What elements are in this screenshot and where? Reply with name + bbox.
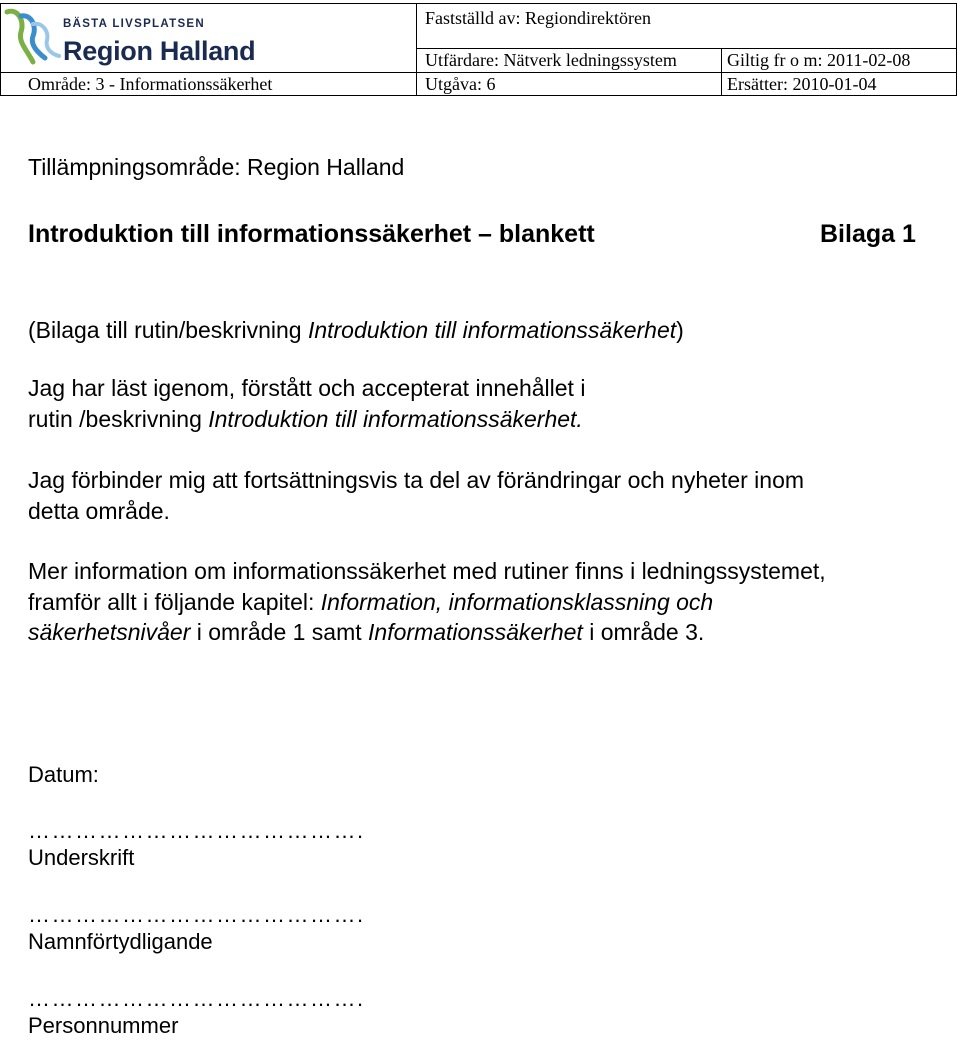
subtitle-reference: Introduktion till informationssäkerhet [307,317,677,343]
scope-line: Tillämpningsområde: Region Halland [28,154,405,180]
para1-reference: Introduktion till informationssäkerhet. [208,406,583,432]
paragraph-1-line-1: Jag har läst igenom, förstått och accepterat innehållet i [28,375,586,401]
region-halland-logo [3,6,263,70]
para3-prefix: framför allt i följande kapitel: [28,589,321,615]
date-field[interactable]: ……………………………………. [28,818,365,843]
signature-label: Underskrift [28,845,135,870]
paragraph-3-line-2 [28,587,713,618]
document-header [0,3,957,96]
edition: Utgåva: 6 [425,74,496,94]
issuer: Utfärdare: Nätverk ledningssystem [425,50,677,70]
document-title: Introduktion till informationssäkerhet – blankett [28,220,595,248]
logo-tagline: BÄSTA LIVSPLATSEN [63,18,206,30]
para3-reference-1: Information, informationsklassning och [320,589,714,615]
area: Område: 3 - Informationssäkerhet [28,74,273,94]
para3-mid: i område 1 samt [190,619,369,645]
subtitle-prefix: (Bilaga till rutin/beskrivning [28,317,308,343]
personal-id-label: Personnummer [28,1013,179,1038]
name-clarification-field[interactable]: ……………………………………. [28,986,365,1011]
para3-reference-2: Informationssäkerhet [368,619,583,645]
subtitle-suffix: ) [676,317,684,343]
replaces: Ersätter: 2010-01-04 [727,74,877,94]
para3-reference-1-end: säkerhetsnivåer [28,619,191,645]
date-label: Datum: [28,762,99,787]
logo-wordmark: Region Halland [63,36,256,66]
paragraph-2-line-2: detta område. [28,498,170,524]
para1-prefix: rutin /beskrivning [28,406,209,432]
subtitle [28,315,684,346]
signature-field[interactable]: ……………………………………. [28,902,365,927]
paragraph-2-line-1: Jag förbinder mig att fortsättningsvis ta del av förändringar och nyheter inom [28,467,805,493]
valid-from: Giltig fr o m: 2011-02-08 [727,50,911,70]
name-clarification-label: Namnförtydligande [28,929,213,954]
para3-suffix: i område 3. [582,619,705,645]
approved-by: Fastställd av: Regiondirektören [425,8,651,28]
annex-label: Bilaga 1 [820,220,916,248]
paragraph-3-line-1: Mer information om informationssäkerhet med rutiner finns i ledningssystemet, [28,558,826,584]
paragraph-3-line-3 [28,617,704,648]
paragraph-1-line-2 [28,404,583,435]
logo-symbol-icon [3,6,65,68]
